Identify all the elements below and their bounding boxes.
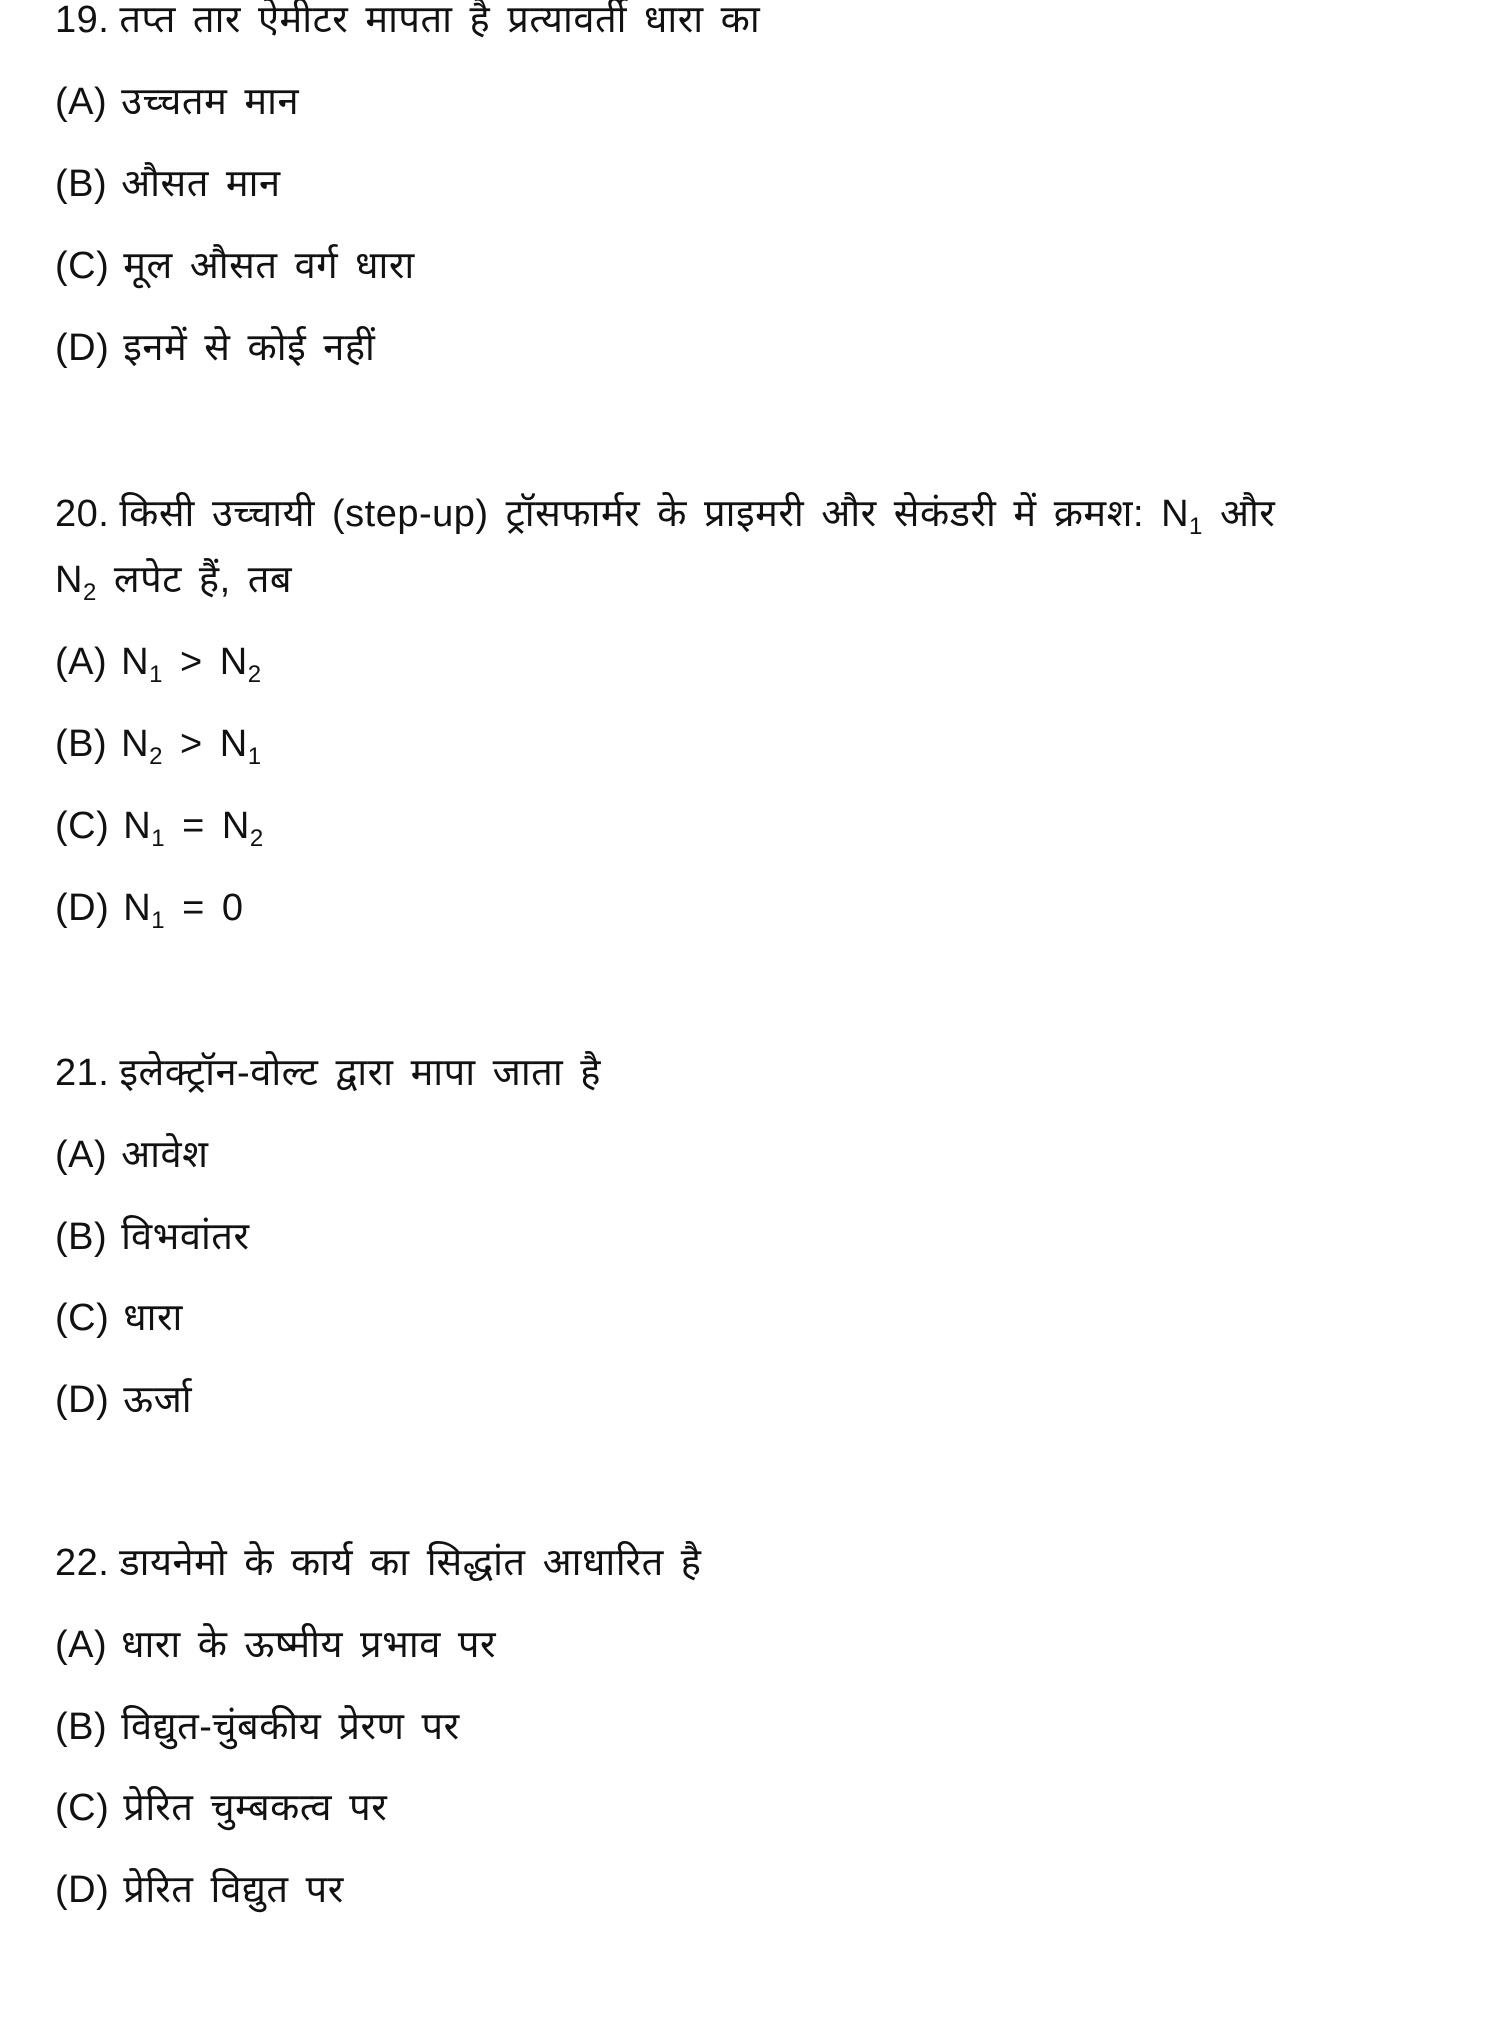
variable: N [123,805,152,847]
option-label: (B) [55,1216,108,1258]
option-text: ऊर्जा [123,1379,193,1421]
option-text: आवेश [121,1134,209,1176]
question-text: तप्त तार ऐमीटर मापता है प्रत्यावर्ती धारा का [119,0,761,41]
option-label: (D) [55,1379,110,1421]
question-21-option-d[interactable] [55,1376,192,1424]
subscript: 1 [151,907,166,934]
question-text: इलेक्ट्रॉन-वोल्ट द्वारा मापा जाता है [119,1052,601,1094]
subscript: 2 [249,825,264,852]
question-text: लपेट हैं, तब [113,559,293,601]
option-text: धारा के ऊष्मीय प्रभाव पर [121,1624,497,1666]
variable: N [1161,493,1190,535]
subscript: 1 [149,661,163,688]
variable: N [221,805,250,847]
option-label: (A) [55,1624,108,1666]
option-text: विभवांतर [121,1216,250,1258]
question-21-stem [55,1049,601,1097]
subscript: 1 [247,743,262,770]
question-21-option-b[interactable] [55,1213,250,1261]
question-19-option-d[interactable] [55,324,375,372]
option-text: मूल औसत वर्ग धारा [123,245,415,287]
question-20-stem-line1 [55,490,1275,538]
question-22-option-a[interactable] [55,1621,496,1669]
option-text: प्रेरित विद्युत पर [123,1869,344,1911]
option-text: धारा [123,1297,183,1339]
question-22-stem [55,1539,701,1587]
operator: = [182,887,205,929]
question-number: 21. [55,1052,110,1094]
question-21-option-c[interactable] [55,1294,183,1342]
option-label: (A) [55,641,108,683]
question-20-option-d[interactable] [55,884,244,932]
question-22-option-c[interactable] [55,1784,387,1832]
option-text: प्रेरित चुम्बकत्व पर [123,1787,388,1829]
subscript: 2 [247,661,262,688]
option-label: (A) [55,1134,108,1176]
question-number: 19. [55,0,110,41]
question-number: 22. [55,1542,110,1584]
question-19-option-b[interactable] [55,160,281,208]
variable: N [121,723,150,765]
question-19-option-a[interactable] [55,78,299,126]
option-label: (A) [55,81,108,123]
option-label: (D) [55,327,110,369]
subscript: 2 [82,579,97,606]
option-label: (B) [55,163,108,205]
question-20-stem-line2 [55,556,292,604]
question-22-option-d[interactable] [55,1866,344,1914]
variable: N [123,887,152,929]
question-20-option-a[interactable] [55,638,262,686]
question-20-option-b[interactable] [55,720,262,768]
option-text: विद्युत-चुंबकीय प्रेरण पर [121,1706,460,1748]
variable: N [121,641,150,683]
value: 0 [221,887,244,929]
operator: > [180,641,203,683]
option-text: औसत मान [121,163,281,205]
question-text: डायनेमो के कार्य का सिद्धांत आधारित है [119,1542,702,1584]
operator: = [182,805,205,847]
option-label: (B) [55,1706,108,1748]
question-text: किसी उच्चायी (step-up) ट्रॉसफार्मर के प्राइमरी और सेकंडरी में क्रमश: [119,493,1144,535]
option-text: उच्चतम मान [121,81,300,123]
question-22-option-b[interactable] [55,1703,460,1751]
variable: N [219,723,248,765]
variable: N [55,559,83,601]
option-label: (D) [55,1869,110,1911]
question-19-option-c[interactable] [55,242,415,290]
subscript: 1 [1189,513,1203,540]
subscript: 2 [149,743,163,770]
question-text: और [1219,493,1276,535]
option-label: (B) [55,723,108,765]
option-label: (C) [55,805,110,847]
question-19-stem [55,0,760,44]
option-label: (C) [55,1787,110,1829]
question-21-option-a[interactable] [55,1131,208,1179]
option-label: (C) [55,1297,110,1339]
variable: N [219,641,248,683]
operator: > [180,723,203,765]
question-20-option-c[interactable] [55,802,264,850]
subscript: 1 [151,825,166,852]
option-label: (C) [55,245,110,287]
option-label: (D) [55,887,110,929]
option-text: इनमें से कोई नहीं [123,327,376,369]
question-number: 20. [55,493,110,535]
